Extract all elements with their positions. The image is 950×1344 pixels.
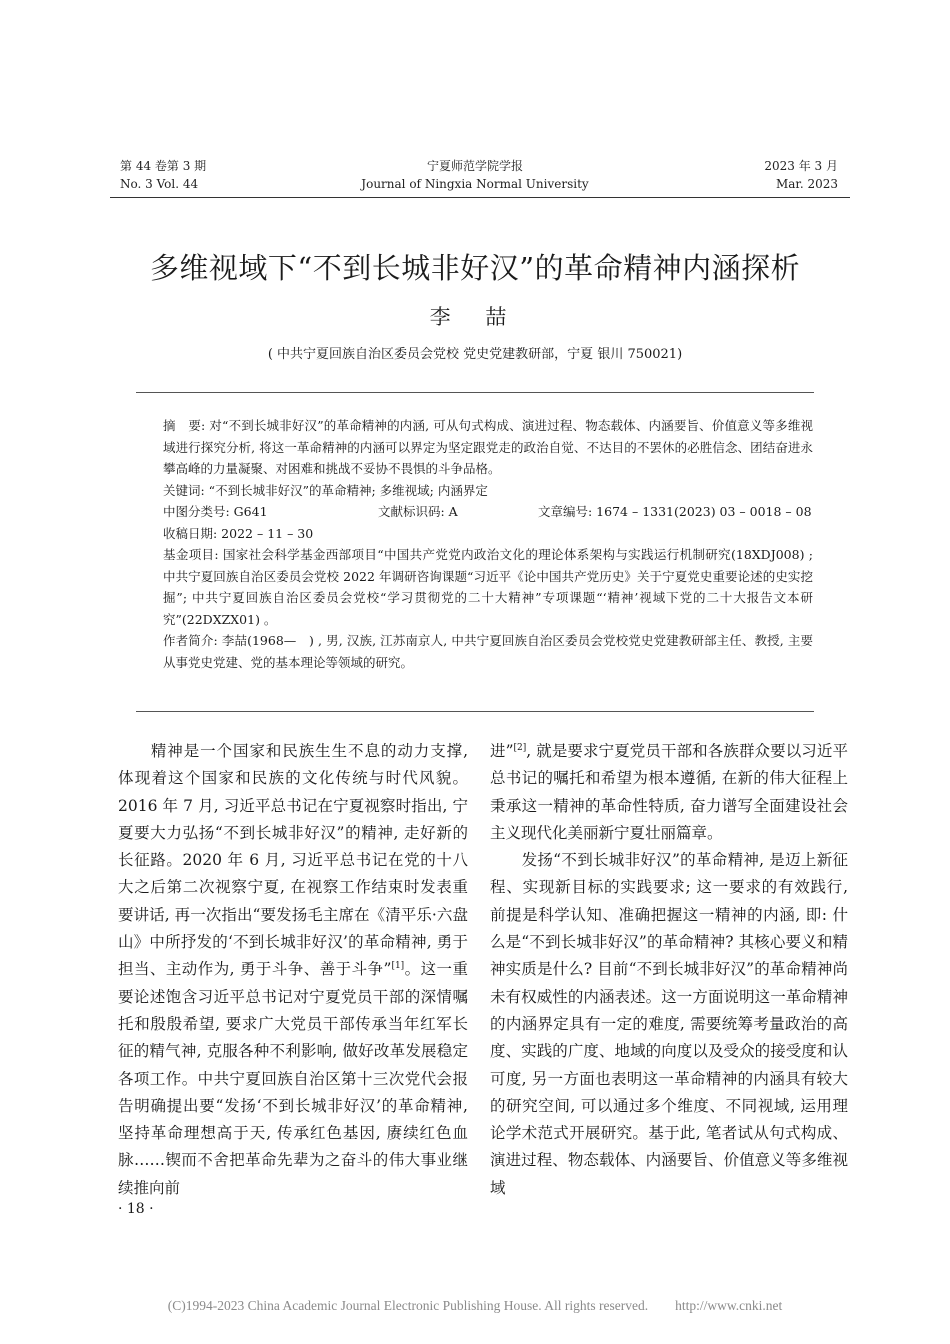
document-code: 文献标识码: A — [378, 504, 458, 519]
body-text: , 就是要求宁夏党员干部和各族群众要以习近平总书记的嘱托和希望为根本遵循, 在新的伟大征程上秉承这一精神的革命性特质, 奋力谱写全面建设社会主义现代化美丽新宁夏壮丽篇章。 — [490, 742, 848, 842]
meta-divider-top — [136, 392, 814, 393]
header-volume-en: No. 3 Vol. 44 — [120, 177, 199, 191]
article-affiliation: ( 中共宁夏回族自治区委员会党校 党史党建教研部，宁夏 银川 750021) — [267, 347, 683, 362]
body-paragraph: 发扬“不到长城非好汉”的革命精神, 是迈上新征程、实现新目标的实践要求; 这一要求的有效践行, 前提是科学认知、准确把握这一精神的内涵, 即: 什么是“不到长城非好汉”的革命精神? 其核心要义和精神实质是什么? 目前“不到长城非好汉”的革命精神尚未有权威性的内涵表述。这一方面说明这一革命精神的内涵界定具有一定的难度, 需要统筹考量政治的高度、实践的广度、地域的向度以及受众的接受度和认可度, 另一方面也表明这一革命精神的内涵具有较大的研究空间, 可以通过多个维度、不同视域, 运用理论学术范式开展研究。基于此, 笔者试从句式构成、演进过程、物态载体、内涵要旨、价值意义等多维视域 — [490, 851, 848, 1197]
copyright-watermark: (C)1994-2023 China Academic Journal Electronic Publishing House. All rights reserved. http://www.cnki.net — [167, 1298, 783, 1313]
author-bio: 作者简介: 李喆(1968— ) , 男, 汉族, 江苏南京人, 中共宁夏回族自治区委员会党校党史党建教研部主任、教授, 主要从事党史党建、党的基本理论等领域的研究。 — [163, 633, 813, 670]
received-date: 收稿日期: 2022 – 11 – 30 — [163, 525, 314, 541]
body-paragraph — [490, 738, 848, 847]
clc-code: 中图分类号: G641 — [163, 504, 268, 519]
fund-project: 基金项目: 国家社会科学基金西部项目“中国共产党党内政治文化的理论体系架构与实践运行机制研究(18XDJ008) ; 中共宁夏回族自治区委员会党校 2022 年调研咨询课题“习近平《论中国共产党历史》关于宁夏党史重要论述的史实挖掘”; 中共宁夏回族自治区委员会党校“学习贯彻党的二十大精神”专项课题“‘精神’视域下党的二十大报告文本研究”(22DXZX01) 。 — [163, 547, 813, 627]
header-journal-en: Journal of Ningxia Normal University — [361, 177, 589, 191]
header-date-en: Mar. 2023 — [775, 177, 838, 191]
body-column-left — [118, 738, 468, 1202]
header-date-cn: 2023 年 3 月 — [764, 159, 838, 173]
reference-mark[interactable]: [1] — [391, 961, 405, 972]
abstract: 摘 要: 对“不到长城非好汉”的革命精神的内涵, 可从句式构成、演进过程、物态载体、内涵要旨、价值意义等多维视域进行探究分析, 将这一革命精神的内涵可以界定为坚定跟党走的政治自觉、不达目的不罢休的必胜信念、团结奋进永攀高峰的力量凝聚、对困难和挑战不妥协不畏惧的斗争品格。 — [163, 418, 813, 476]
article-number: 文章编号: 1674 – 1331(2023) 03 – 0018 – 08 — [538, 504, 812, 519]
classification-row — [163, 501, 813, 523]
header-divider — [110, 197, 850, 198]
body-text: 精神是一个国家和民族生生不息的动力支撑, 体现着这个国家和民族的文化传统与时代风貌。2016 年 7 月, 习近平总书记在宁夏视察时指出, 宁夏要大力弘扬“不到长城非好汉”的精神, 走好新的长征路。2020 年 6 月, 习近平总书记在党的十八大之后第二次视察宁夏, 在视察工作结束时发表重要讲话, 再一次指出“要发扬毛主席在《清平乐·六盘山》中所抒发的‘不到长城非好汉’的革命精神, 勇于担当、主动作为, 勇于斗争、善于斗争” — [118, 742, 468, 979]
body-text: 。这一重要论述饱含习近平总书记对宁夏党员干部的深情嘱托和殷殷希望, 要求广大党员干部传承当年红军长征的精气神, 克服各种不利影响, 做好改革发展稳定各项工作。中共宁夏回族自治区第十三次党代会报告明确提出要“发扬‘不到长城非好汉’的革命精神, 坚持革命理想高于天, 传承红色基因, 赓续红色血脉……锲而不舍把革命先辈为之奋斗的伟大事业继续推向前 — [118, 960, 468, 1197]
reference-mark[interactable]: [2] — [513, 742, 527, 753]
body-paragraph — [118, 738, 468, 1202]
article-author: 李 喆 — [429, 305, 521, 329]
article-title: 多维视域下“不到长城非好汉”的革命精神内涵探析 — [149, 251, 801, 285]
header-journal-cn: 宁夏师范学院学报 — [426, 159, 523, 173]
meta-divider-bottom — [136, 711, 814, 712]
body-column-right — [490, 738, 848, 1202]
header-volume-cn: 第 44 卷第 3 期 — [120, 159, 207, 173]
body-text: 进” — [490, 742, 514, 760]
keywords: 关键词: “不到长城非好汉”的革命精神; 多维视域; 内涵界定 — [163, 482, 488, 498]
page-number: · 18 · — [118, 1201, 154, 1217]
article-meta — [163, 415, 813, 673]
header-date — [764, 157, 838, 193]
